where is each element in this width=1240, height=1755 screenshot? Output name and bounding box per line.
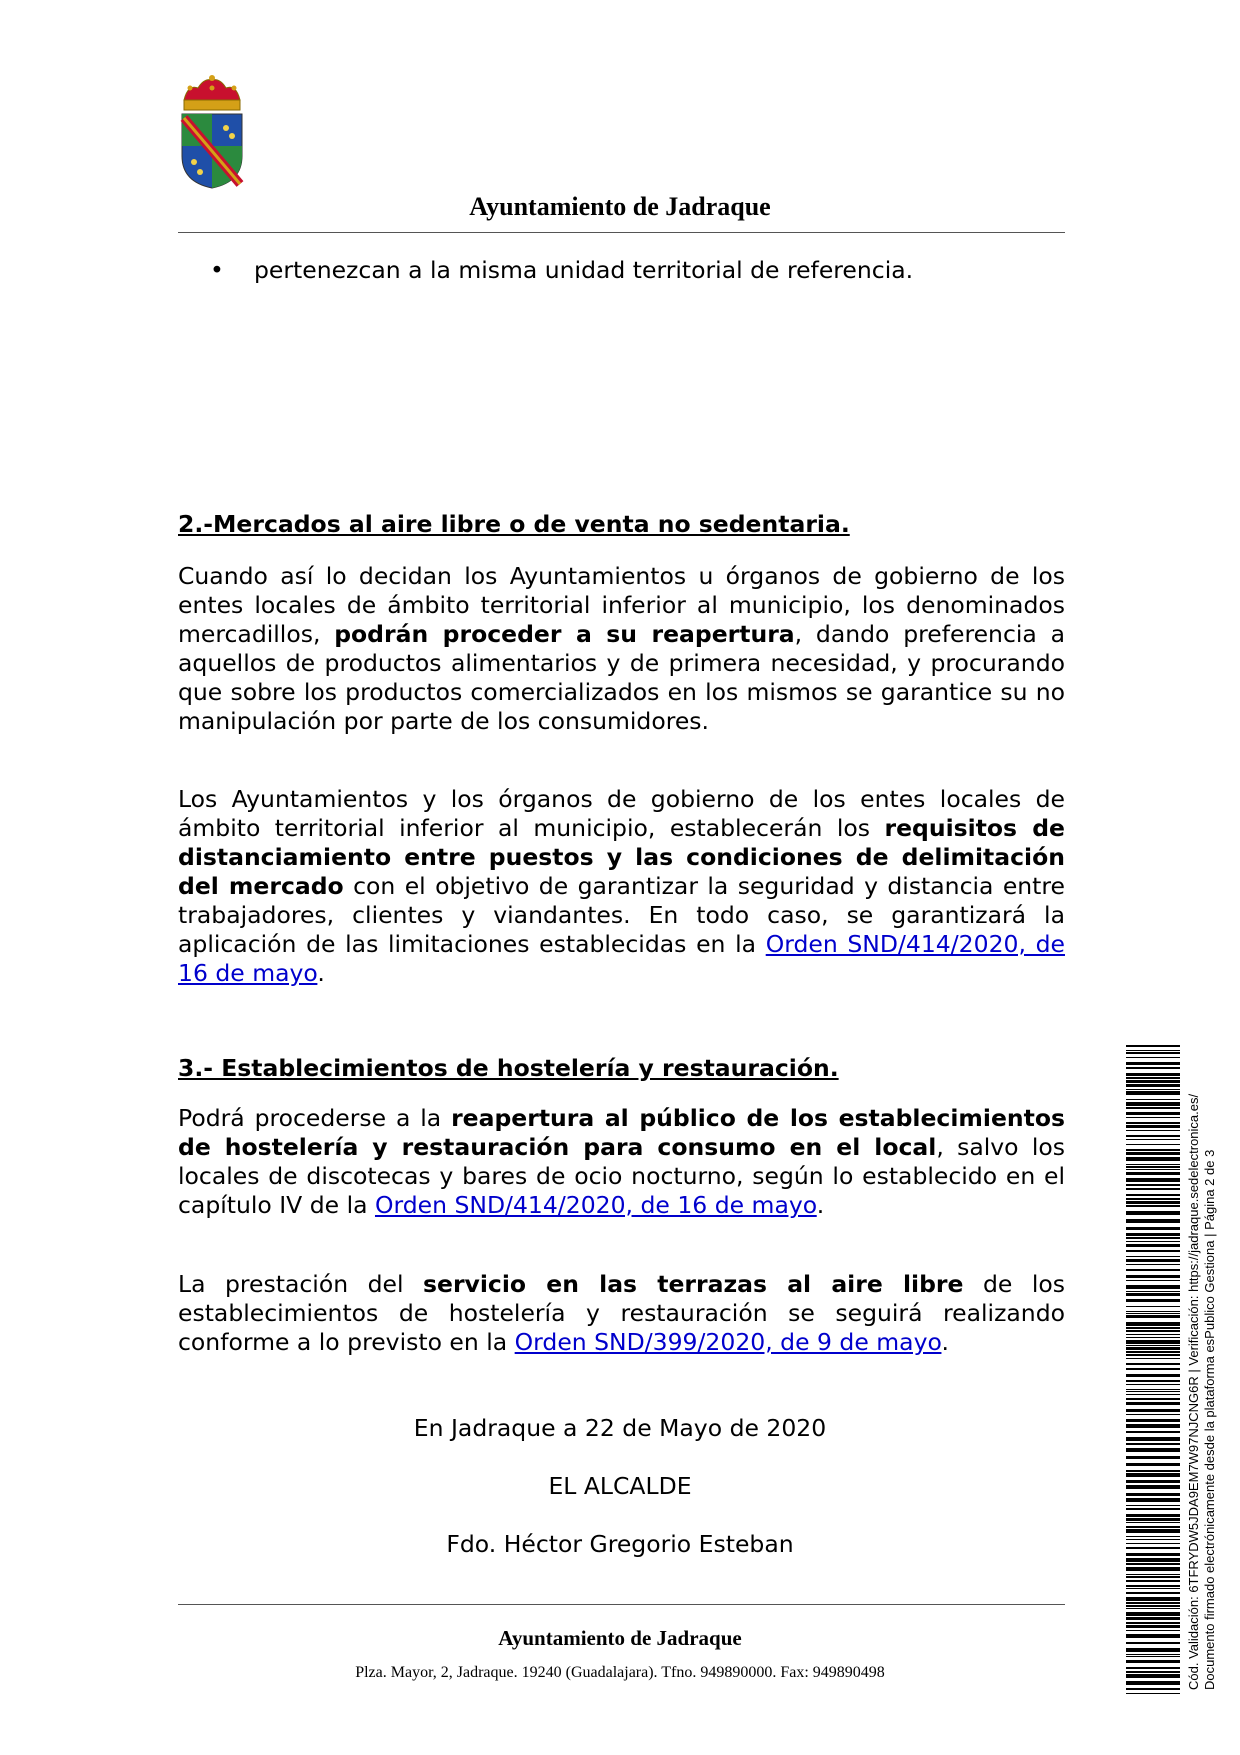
orden-399-link[interactable]: Orden SND/399/2020, de 9 de mayo: [514, 1328, 942, 1356]
footer-divider: [178, 1604, 1065, 1605]
orden-414-link[interactable]: Orden SND/414/2020, de 16 de mayo: [374, 1191, 817, 1219]
section-3-title: 3.- Establecimientos de hostelería y restauración.: [178, 1054, 839, 1082]
orden-414-link[interactable]: Orden SND/414/2020, de 16 de mayo: [178, 930, 1065, 987]
shield-icon: [182, 114, 242, 188]
section-2-paragraph-2: Los Ayuntamientos y los órganos de gobierno de los entes locales de ámbito territorial inferior al municipio, establecerán los requisitos de distanciamiento entre puestos y las condiciones de delimitación del mercado con el objetivo de garantizar la seguridad y distancia entre trabajadores, clientes y viandantes. En todo caso, se garantizará la aplicación de las limitaciones establecidas en la Orden SND/414/2020, de 16 de mayo.: [178, 785, 1065, 987]
section-3-paragraph-2: La prestación del servicio en las terrazas al aire libre de los establecimientos de hostelería y restauración se seguirá realizando conforme a lo previsto en la Orden SND/399/2020, de 9 de mayo.: [178, 1270, 1065, 1356]
validation-code-text: Cód. Validación: 6TFRYDW5JDA9EM7W97NJCNG6R | Verificación: https://jadraque.sedelectronica.es/: [1186, 1093, 1201, 1690]
signer-name: Fdo. Héctor Gregorio Esteban: [446, 1530, 794, 1558]
footer-title: Ayuntamiento de Jadraque: [498, 1626, 742, 1650]
place-date: En Jadraque a 22 de Mayo de 2020: [413, 1414, 827, 1442]
section-3-paragraph-1: Podrá procederse a la reapertura al público de los establecimientos de hostelería y restauración para consumo en el local, salvo los locales de discotecas y bares de ocio nocturno, según lo establecido en el capítulo IV de la Orden SND/414/2020, de 16 de mayo.: [178, 1104, 1065, 1219]
bullet-dot: •: [210, 256, 224, 284]
coat-of-arms-logo: [178, 74, 246, 190]
signature-platform-text: Documento firmado electrónicamente desde la plataforma esPublico Gestiona | Página 2 de 3: [1202, 1149, 1217, 1690]
signer-role: EL ALCALDE: [548, 1472, 692, 1500]
header-divider: [178, 232, 1065, 233]
validation-barcode: [1126, 1045, 1180, 1695]
crown-icon: [184, 75, 240, 110]
bullet-item: pertenezcan a la misma unidad territorial de referencia.: [254, 256, 914, 284]
page-header-title: Ayuntamiento de Jadraque: [469, 192, 771, 221]
section-2-title: 2.-Mercados al aire libre o de venta no sedentaria.: [178, 510, 850, 538]
footer-address: Plza. Mayor, 2, Jadraque. 19240 (Guadalajara). Tfno. 949890000. Fax: 949890498: [355, 1664, 885, 1681]
section-2-paragraph-1: Cuando así lo decidan los Ayuntamientos u órganos de gobierno de los entes locales de ámbito territorial inferior al municipio, los denominados mercadillos, podrán proceder a su reapertura, dando preferencia a aquellos de productos alimentarios y de primera necesidad, y procurando que sobre los productos comercializados en los mismos se garantice su no manipulación por parte de los consumidores.: [178, 562, 1065, 735]
